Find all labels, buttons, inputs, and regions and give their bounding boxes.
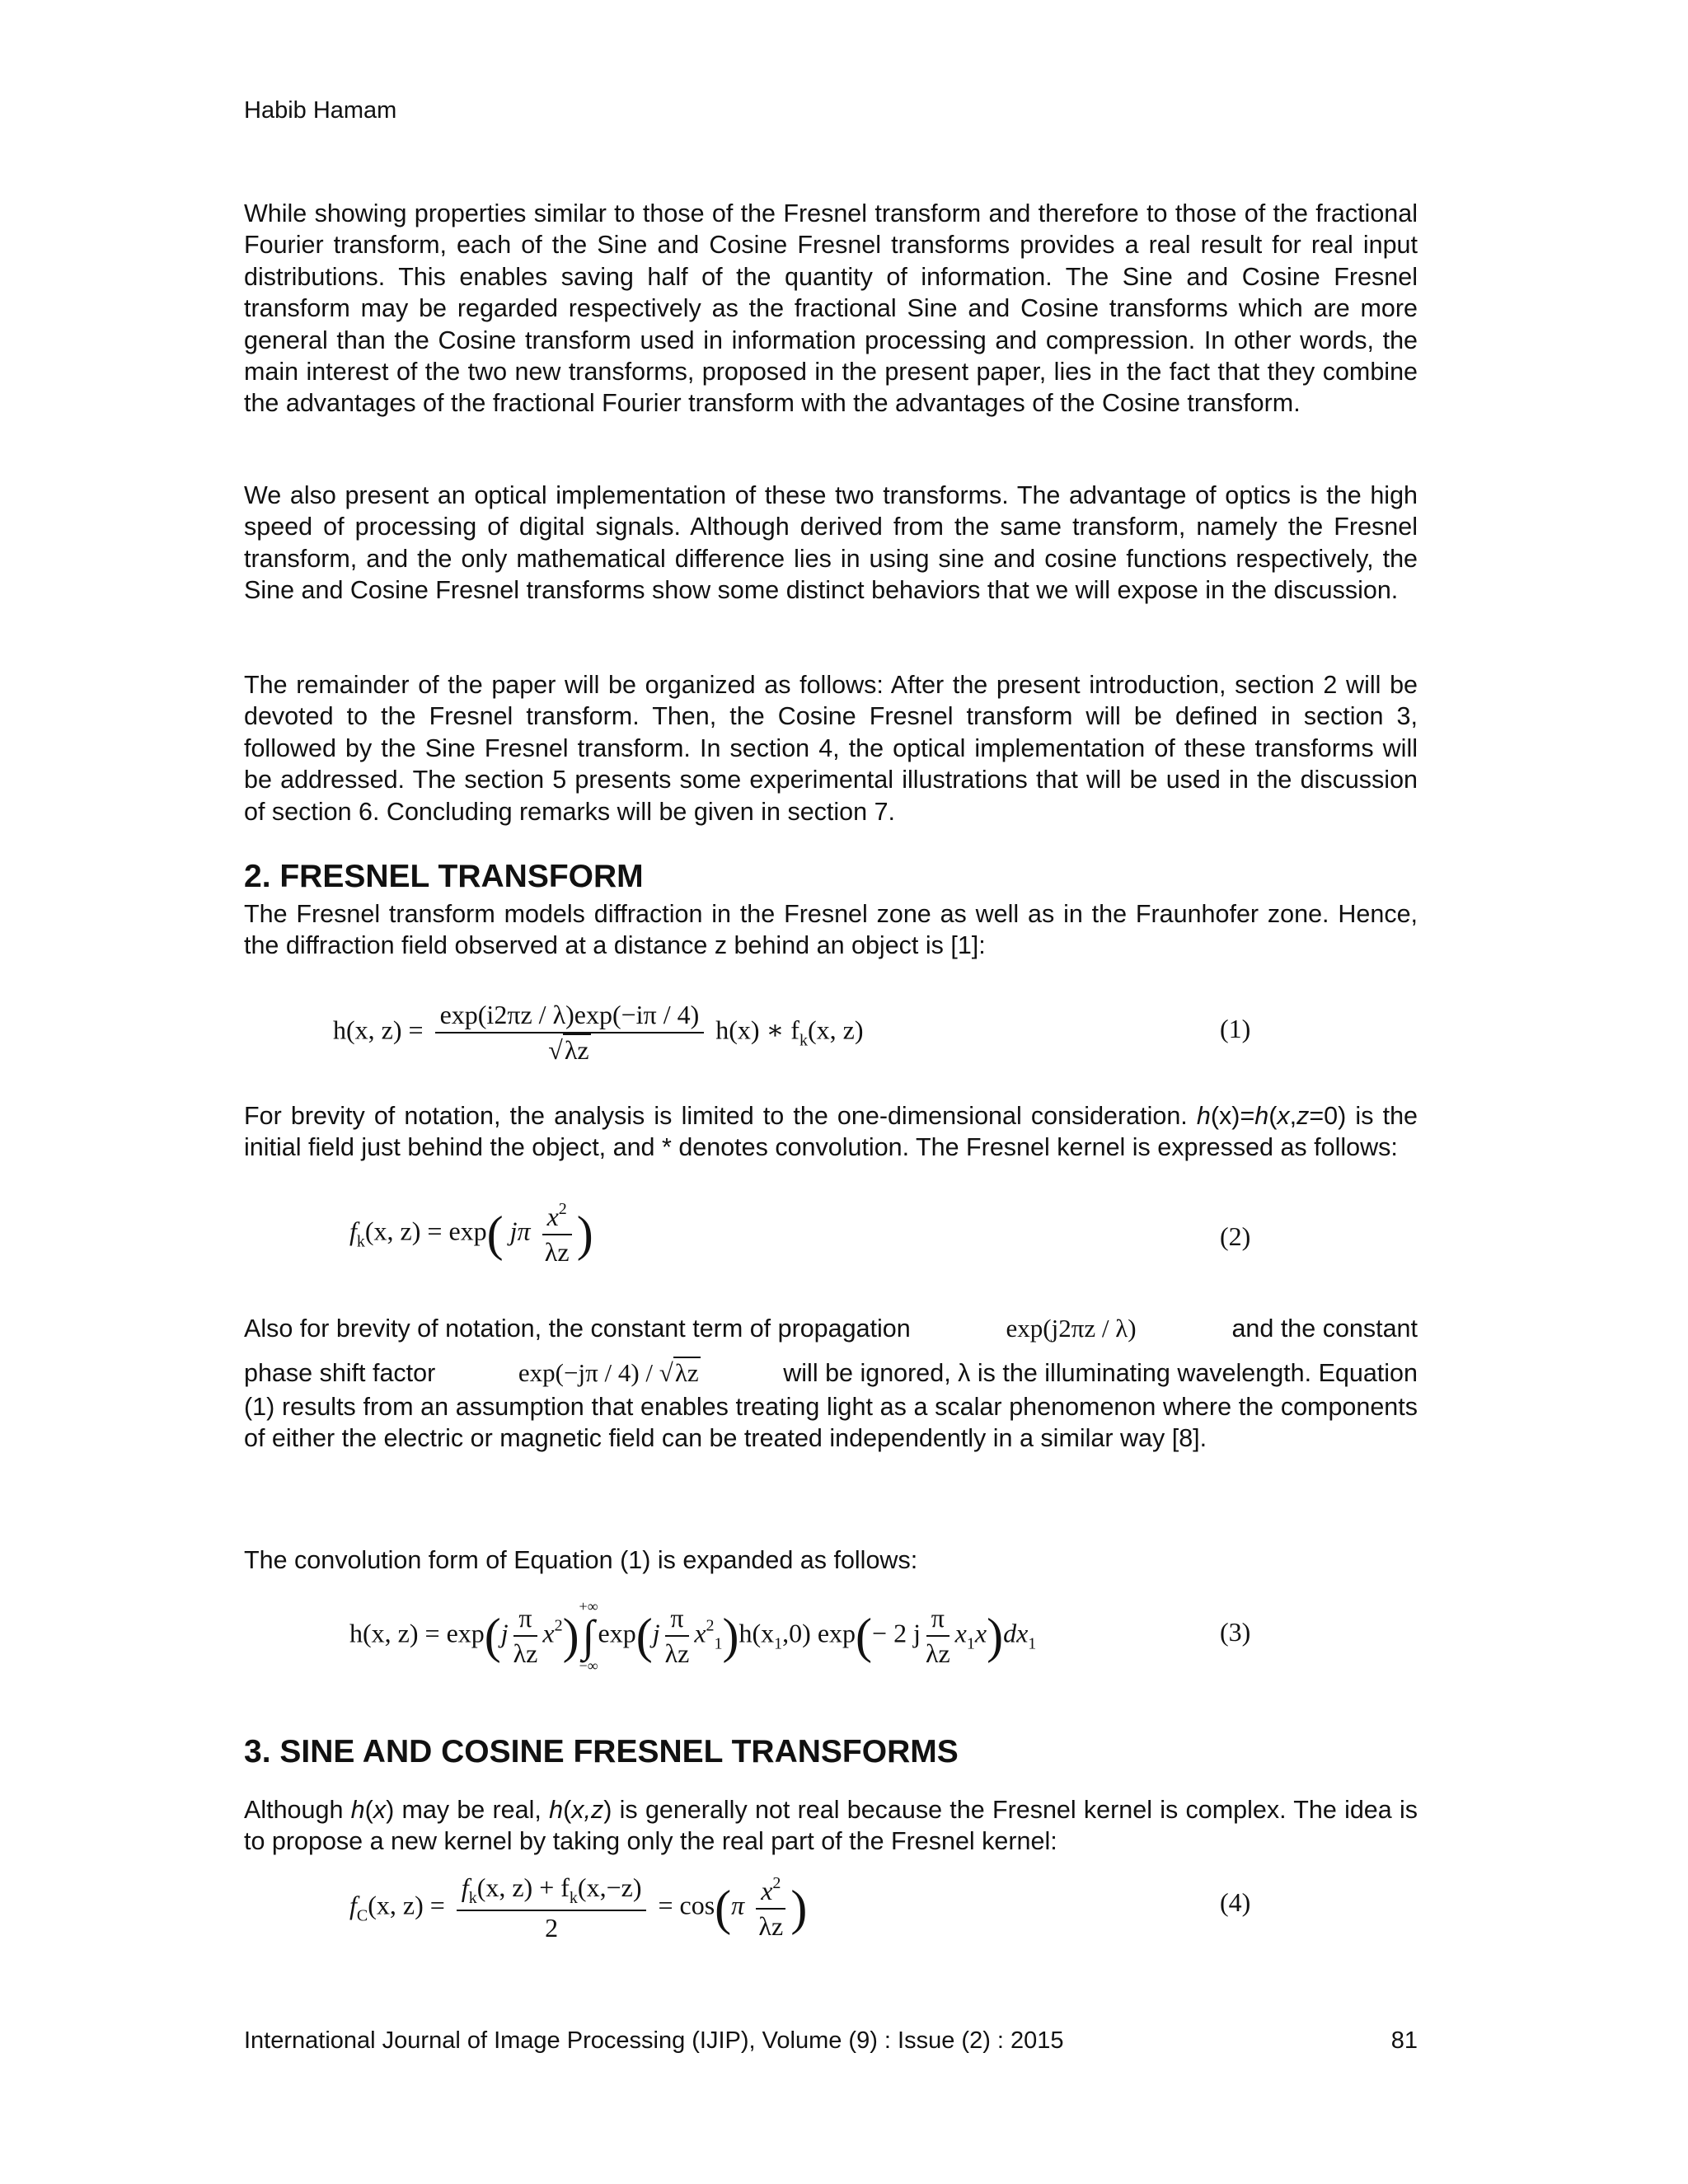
eq3-x1x-sub: 1 [966,1634,975,1653]
inline-phase-a: exp(−jπ / 4) / [518,1357,654,1387]
p6-l2-a: phase shift factor [244,1358,436,1387]
eq1-fraction [435,1000,705,1066]
eq4-lhs-sub: C [356,1906,368,1925]
eq3-minus2j: − 2 j [872,1618,921,1648]
eq4-mid: = cos [658,1890,715,1920]
p6-l1-b: and the constant [1231,1314,1418,1343]
eq2-denominator: λz [544,1237,570,1267]
eq3-x-sup: 2 [554,1616,563,1635]
inline-phase-sqrt: λz [674,1357,699,1387]
eq3-open3: ( [856,1609,873,1663]
eq2-jpi: jπ [509,1216,531,1246]
eq4-open: ( [715,1881,732,1935]
eq4-inner-fraction [756,1874,785,1942]
eq3-h: h(x [738,1618,775,1648]
eq3-frac2-num: π [665,1603,688,1637]
eq2-f: f [349,1216,357,1246]
eq4-num-tail-a: (x, z) + f [476,1872,570,1902]
eq1-lhs: h(x, z) = [333,1015,424,1045]
eq1-rhs-subscript: k [799,1031,808,1050]
equation-3-number: (3) [1220,1617,1251,1647]
eq2-subscript: k [356,1232,365,1251]
eq3-frac2 [665,1603,690,1669]
eq3-dx-sub: 1 [1028,1634,1037,1653]
p5-z: z [1296,1102,1310,1130]
eq3-frac1-num: π [513,1603,537,1637]
p8-h2: h [549,1796,564,1824]
paragraph-intro-1: While showing properties similar to those of the Fresnel transform and therefore to those of the fractional Fourier transform, each of the Sine and Cosine Fresnel transforms provides a real result for real input distributions. This enables saving half of the quantity of information. The Sine and Cosine Fresnel transform may be regarded respectively as the fractional Sine and Cosine transforms which are more general than the Cosine transform used in information processing and compression. In other words, the main interest of the two new transforms, proposed in the present paper, lies in the fact that they combine the advantages of the fractional Fourier transform with the advantages of the Cosine transform. [244,199,1418,418]
eq4-lhs-tail: (x, z) = [368,1890,445,1920]
eq3-close2: ) [722,1609,739,1663]
running-head: Habib Hamam [244,97,397,124]
p5-e: =0) is the initial field just behind the object, and * denotes convolution. The Fresnel kernel is expressed as follows: [244,1102,1418,1162]
eq4-close: ) [790,1881,808,1935]
eq3-x: x [542,1618,555,1648]
p5-b: (x)= [1210,1102,1255,1130]
eq2-lhs-tail: (x, z) = exp [364,1216,487,1246]
p6-line-1 [244,1309,1418,1348]
eq3-x1x: x [954,1618,967,1648]
section-heading-fresnel-transform: 2. FRESNEL TRANSFORM [244,859,644,894]
eq3-frac1-den: λz [513,1638,538,1668]
paragraph-fresnel-2 [244,1100,1418,1164]
eq4-denominator: 2 [545,1913,559,1943]
eq3-x1x-tail: x [974,1618,987,1648]
eq3-x1-sub: 1 [714,1634,723,1653]
eq4-num-sub-a: k [468,1889,477,1907]
eq2-open-paren: ( [486,1207,504,1261]
p8-b: ( [364,1796,373,1824]
p6-line-2 [244,1348,1418,1398]
p8-d: ( [563,1796,572,1824]
inline-propagation-term: exp(j2πz / λ) [1006,1313,1137,1343]
eq4-pi: π [731,1890,745,1920]
inline-phase-factor: exp(−jπ / 4) / √λz [518,1357,699,1387]
equation-1 [333,1000,863,1066]
p8-c: ) may be real, [386,1796,550,1824]
eq3-int-sign: ∫ [582,1611,595,1661]
equation-3 [349,1599,1036,1673]
eq1-numerator: exp(i2πz / λ)exp(−iπ / 4) [435,1000,705,1033]
eq3-lhs: h(x, z) = exp [349,1618,485,1648]
eq3-frac3-den: λz [925,1638,950,1668]
p5-hx: h [1196,1102,1211,1130]
paragraph-intro-2: We also present an optical implementation of these two transforms. The advantage of optics is the high speed of processing of digital signals. Although derived from the same transform, namely the Fresnel transform, and the only mathematical difference lies in using sine and cosine functions respectively, the Sine and Cosine Fresnel transforms show some distinct behaviors that we will expose in the discussion. [244,481,1418,605]
eq2-num-sup: 2 [558,1200,567,1218]
equation-2-number: (2) [1220,1221,1251,1251]
eq1-denominator: √λz [548,1035,589,1065]
eq3-frac3 [926,1603,950,1669]
eq4-inner-x: x [761,1876,773,1905]
p8-x1: x [373,1796,387,1824]
equation-1-number: (1) [1220,1014,1251,1043]
p8-xz: x,z [571,1796,604,1824]
p5-c: ( [1268,1102,1278,1130]
eq3-int-top: +∞ [579,1598,598,1615]
p8-a: Although [244,1796,351,1824]
eq4-num-tail-b: (x,−z) [577,1872,642,1902]
paragraph-fresnel-3-rest: (1) results from an assumption that enables treating light as a scalar phenomenon where the components of either the electric or magnetic field can be treated independently in a similar way [8]. [244,1393,1418,1453]
eq3-x1-sup: 2 [706,1616,715,1635]
equation-4 [349,1872,807,1943]
eq1-sqrt-term: λz [564,1035,589,1065]
p6-l2-b: will be ignored, λ is the illuminating wavelength. Equation [783,1358,1418,1387]
eq3-x1: x [694,1618,706,1648]
eq4-fraction [457,1872,647,1943]
eq3-exp2: exp [598,1618,636,1648]
eq4-numerator [457,1872,647,1911]
eq2-fraction [542,1200,572,1268]
eq3-integral [579,1599,598,1673]
eq4-num-sub-b: k [569,1889,578,1907]
paragraph-fresnel-3 [244,1309,1418,1398]
eq3-close1: ) [562,1609,579,1663]
eq3-close3: ) [987,1609,1004,1663]
eq3-dx: dx [1003,1618,1029,1648]
eq4-inner-sup: 2 [772,1874,781,1892]
p8-h1: h [350,1796,365,1824]
p5-x: x [1277,1102,1290,1130]
footer-journal: International Journal of Image Processing (IJIP), Volume (9) : Issue (2) : 2015 [244,2027,1064,2054]
eq1-rhs-tail: (x, z) [807,1015,864,1045]
eq4-inner-den: λz [758,1911,784,1941]
p6-l1-a: Also for brevity of notation, the constant term of propagation [244,1314,911,1343]
paragraph-convolution: The convolution form of Equation (1) is expanded as follows: [244,1546,918,1574]
equation-4-number: (4) [1220,1887,1251,1917]
eq3-h-sub: 1 [774,1634,783,1653]
section-heading-sine-cosine: 3. SINE AND COSINE FRESNEL TRANSFORMS [244,1734,959,1769]
paragraph-fresnel-1: The Fresnel transform models diffraction in the Fresnel zone as well as in the Fraunhofer zone. Hence, the diffraction field observed at a distance z behind an object is [1]: [244,900,1418,960]
p5-d: , [1289,1102,1297,1130]
p5-hxz: h [1254,1102,1269,1130]
eq2-close-paren: ) [576,1207,593,1261]
p8-e: ) is generally not real because the Fresnel kernel is complex. The idea is to propose a new kernel by taking only the real part of the Fresnel kernel: [244,1796,1418,1856]
paragraph-sine-cosine-1 [244,1794,1418,1858]
eq3-frac3-num: π [926,1603,950,1637]
paragraph-intro-3: The remainder of the paper will be organized as follows: After the present introduction, section 2 will be devoted to the Fresnel transform. Then, the Cosine Fresnel transform will be defined in section 3, followed by the Sine Fresnel transform. In section 4, the optical implementation of these transforms will be addressed. The section 5 presents some experimental illustrations that will be used in the discussion of section 6. Concluding remarks will be given in section 7. [244,671,1418,826]
eq3-j1: j [500,1618,509,1648]
equation-2 [349,1200,593,1268]
eq4-inner-num [756,1874,785,1910]
eq1-rhs: h(x) ∗ f [715,1015,799,1045]
eq3-open2: ( [635,1609,653,1663]
eq3-open1: ( [484,1609,501,1663]
footer-page-number: 81 [1390,2027,1418,2054]
eq3-h-tail: ,0) exp [782,1618,856,1648]
eq3-frac2-den: λz [664,1638,690,1668]
p5-a: For brevity of notation, the analysis is limited to the one-dimensional consideration. [244,1102,1197,1130]
eq2-numerator [542,1200,572,1235]
eq3-j2: j [652,1618,660,1648]
eq4-num-f: f [461,1872,469,1902]
eq2-num-x: x [546,1202,559,1231]
eq4-f: f [349,1890,357,1920]
eq3-frac1 [513,1603,538,1669]
eq3-int-bot: −∞ [579,1657,598,1674]
